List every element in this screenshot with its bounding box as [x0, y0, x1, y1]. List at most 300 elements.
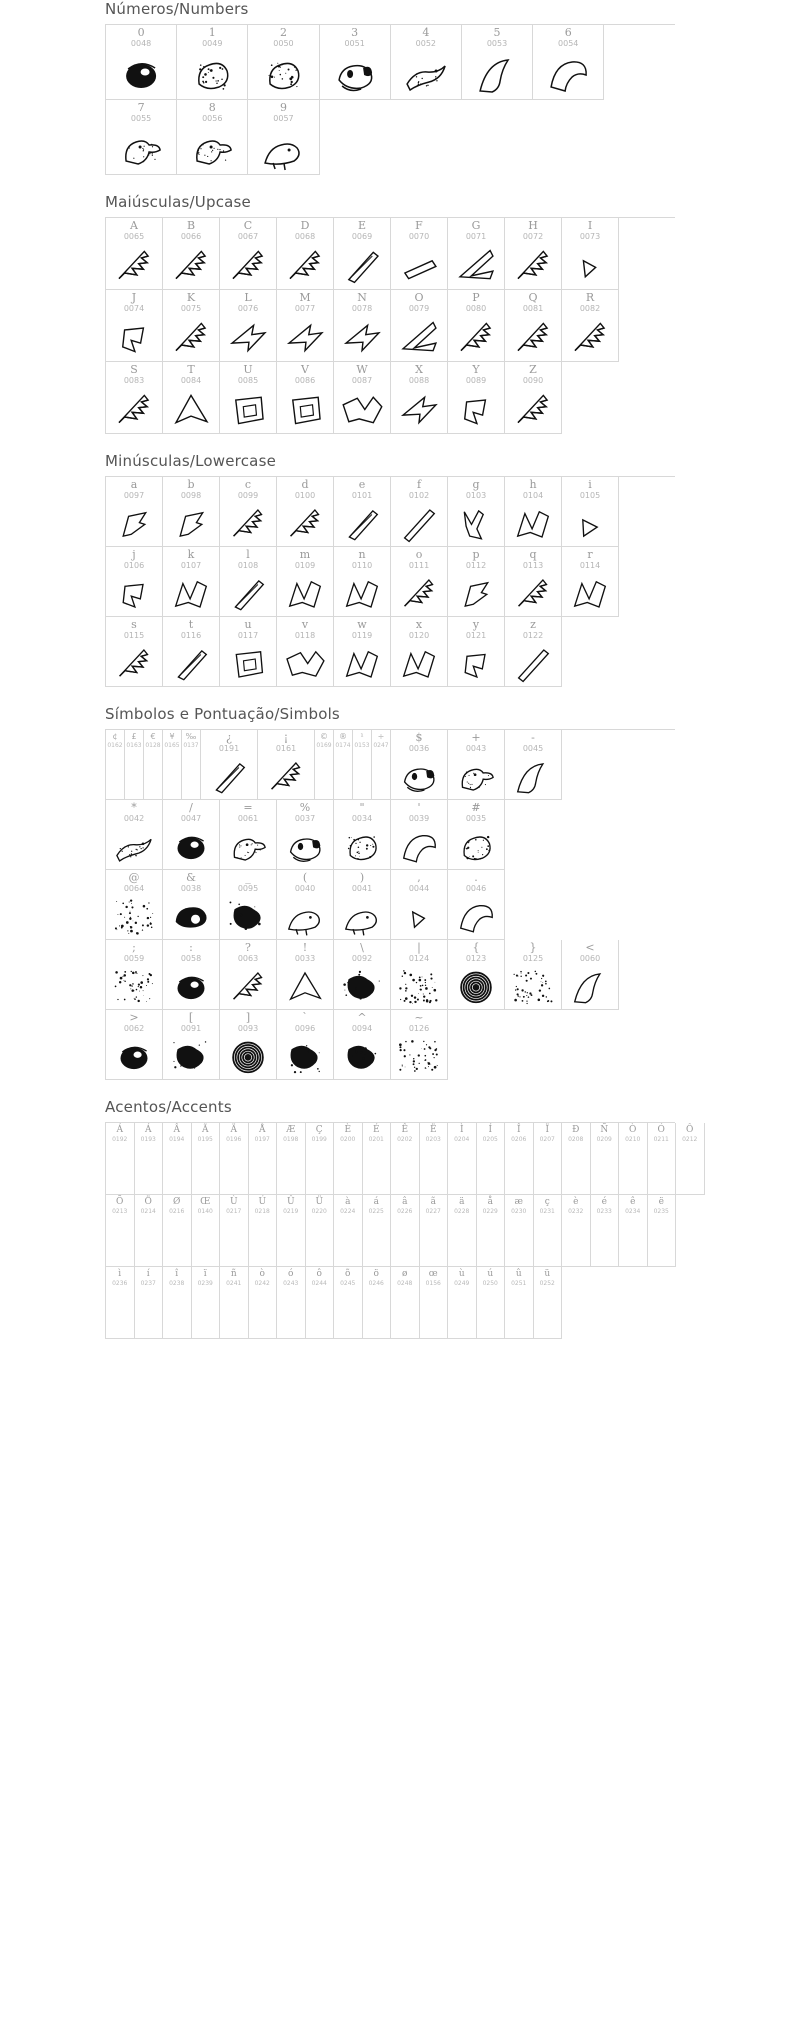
glyph-cell[interactable] [334, 362, 391, 434]
glyph-cell[interactable] [106, 617, 163, 687]
glyph-grid-lowercase [105, 476, 675, 687]
glyph-cell[interactable] [353, 730, 372, 800]
glyph-cell[interactable] [220, 800, 277, 870]
glyph-cell[interactable] [505, 1267, 534, 1339]
glyph-code: 0165 [164, 742, 180, 749]
glyph-cell[interactable] [505, 730, 562, 800]
glyph-cell[interactable] [106, 362, 163, 434]
glyph-cell[interactable] [648, 1123, 677, 1195]
glyph-artwork [534, 1216, 562, 1266]
glyph-code: 0252 [539, 1280, 555, 1287]
glyph-artwork [277, 1034, 333, 1079]
glyph-cell[interactable] [277, 617, 334, 687]
glyph-cell[interactable] [591, 1123, 620, 1195]
glyph-cell[interactable] [106, 290, 163, 362]
glyph-cell[interactable] [334, 477, 391, 547]
glyph-cell[interactable] [248, 100, 319, 175]
glyph-code: 0121 [465, 631, 487, 640]
glyph-code: 0099 [237, 491, 259, 500]
glyph-code: 0202 [397, 1136, 413, 1143]
glyph-cell[interactable] [192, 1195, 221, 1267]
glyph-cell[interactable] [391, 870, 448, 940]
glyph-code: 0064 [123, 884, 145, 893]
glyph-cell[interactable] [277, 1267, 306, 1339]
glyph-header [163, 1010, 219, 1034]
glyph-code: 0045 [522, 744, 544, 753]
glyph-cell[interactable] [334, 617, 391, 687]
glyph-artwork [334, 571, 390, 616]
glyph-char: E [357, 219, 367, 232]
glyph-header [334, 617, 390, 641]
glyph-cell[interactable] [306, 1195, 335, 1267]
glyph-cell[interactable] [163, 290, 220, 362]
glyph-cell[interactable] [106, 1123, 135, 1195]
glyph-cell[interactable] [277, 1195, 306, 1267]
glyph-cell[interactable] [334, 730, 353, 800]
glyph-artwork [163, 1216, 191, 1266]
glyph-char: m [299, 548, 311, 561]
glyph-code: 0235 [653, 1208, 669, 1215]
glyph-cell[interactable] [220, 477, 277, 547]
glyph-cell[interactable] [220, 1010, 277, 1080]
glyph-code: 0058 [180, 954, 202, 963]
glyph-cell[interactable] [534, 1195, 563, 1267]
glyph-cell[interactable] [277, 547, 334, 617]
glyph-cell[interactable] [220, 617, 277, 687]
glyph-header [220, 940, 276, 964]
glyph-cell[interactable] [334, 870, 391, 940]
glyph-header [334, 1010, 390, 1034]
glyph-cell[interactable] [163, 1010, 220, 1080]
glyph-cell[interactable] [334, 1267, 363, 1339]
glyph-header [448, 290, 504, 314]
glyph-header [391, 1195, 419, 1216]
glyph-header [477, 1267, 505, 1288]
glyph-cell[interactable] [562, 940, 619, 1010]
glyph-char: Ô [686, 1125, 694, 1135]
glyph-header [277, 940, 333, 964]
glyph-cell[interactable] [182, 730, 201, 800]
glyph-cell[interactable] [505, 362, 562, 434]
glyph-cell[interactable] [477, 1195, 506, 1267]
glyph-cell[interactable] [448, 730, 505, 800]
glyph-cell[interactable] [391, 940, 448, 1010]
glyph-code: 0074 [123, 304, 145, 313]
glyph-cell[interactable] [220, 870, 277, 940]
glyph-cell[interactable] [391, 547, 448, 617]
glyph-cell[interactable] [106, 940, 163, 1010]
glyph-cell[interactable] [106, 800, 163, 870]
glyph-code: 0066 [180, 232, 202, 241]
glyph-char: Æ [286, 1125, 296, 1135]
glyph-cell[interactable] [420, 1267, 449, 1339]
glyph-cell[interactable] [562, 547, 619, 617]
glyph-cell[interactable] [448, 1195, 477, 1267]
glyph-cell[interactable] [505, 218, 562, 290]
glyph-code: 0086 [294, 376, 316, 385]
glyph-cell[interactable] [391, 1267, 420, 1339]
glyph-code: 0067 [237, 232, 259, 241]
glyph-cell[interactable] [562, 218, 619, 290]
glyph-code: 0153 [354, 742, 370, 749]
glyph-cell[interactable] [391, 290, 448, 362]
glyph-cell[interactable] [676, 1123, 705, 1195]
glyph-code: 0101 [351, 491, 373, 500]
glyph-char: M [299, 291, 311, 304]
glyph-artwork [334, 242, 390, 289]
glyph-code: 0047 [180, 814, 202, 823]
glyph-char: [ [188, 1011, 194, 1024]
glyph-artwork [391, 1144, 419, 1194]
glyph-cell[interactable] [220, 1123, 249, 1195]
glyph-cell[interactable] [106, 218, 163, 290]
glyph-artwork [391, 641, 447, 686]
glyph-char: ` [302, 1011, 308, 1024]
glyph-cell[interactable] [420, 1195, 449, 1267]
glyph-code: 0228 [454, 1208, 470, 1215]
glyph-cell[interactable] [391, 730, 448, 800]
glyph-cell[interactable] [334, 800, 391, 870]
glyph-header [391, 1123, 419, 1144]
glyph-cell[interactable] [106, 547, 163, 617]
glyph-cell[interactable] [163, 362, 220, 434]
glyph-cell[interactable] [106, 1267, 135, 1339]
glyph-header [448, 1267, 476, 1288]
glyph-artwork [391, 1216, 419, 1266]
glyph-cell[interactable] [258, 730, 315, 800]
glyph-cell[interactable] [619, 1123, 648, 1195]
glyph-code: 0040 [294, 884, 316, 893]
glyph-code: 0203 [425, 1136, 441, 1143]
glyph-cell[interactable] [220, 1267, 249, 1339]
glyph-cell[interactable] [448, 800, 505, 870]
glyph-char: õ [345, 1269, 351, 1279]
glyph-cell[interactable] [163, 1267, 192, 1339]
glyph-cell[interactable] [106, 25, 177, 100]
glyph-cell[interactable] [562, 477, 619, 547]
glyph-cell[interactable] [163, 1123, 192, 1195]
glyph-artwork [648, 1216, 676, 1266]
glyph-cell[interactable] [448, 870, 505, 940]
glyph-cell[interactable] [562, 290, 619, 362]
glyph-cell[interactable] [391, 1195, 420, 1267]
glyph-cell[interactable] [106, 870, 163, 940]
glyph-header [562, 1195, 590, 1216]
glyph-code: 0224 [340, 1208, 356, 1215]
glyph-cell[interactable] [363, 1267, 392, 1339]
glyph-cell[interactable] [562, 1195, 591, 1267]
glyph-artwork [248, 49, 318, 99]
glyph-cell[interactable] [106, 100, 177, 175]
glyph-cell[interactable] [391, 617, 448, 687]
glyph-artwork [277, 242, 333, 289]
glyph-cell[interactable] [391, 1123, 420, 1195]
glyph-header [163, 617, 219, 641]
glyph-artwork [334, 386, 390, 433]
glyph-cell[interactable] [163, 940, 220, 1010]
glyph-code: 0090 [522, 376, 544, 385]
glyph-cell[interactable] [125, 730, 144, 800]
glyph-header [334, 940, 390, 964]
glyph-row [106, 730, 675, 800]
glyph-cell[interactable] [220, 218, 277, 290]
glyph-cell[interactable] [505, 477, 562, 547]
glyph-artwork [106, 894, 162, 939]
glyph-cell[interactable] [177, 25, 248, 100]
glyph-header [306, 1123, 334, 1144]
glyph-cell[interactable] [448, 290, 505, 362]
glyph-cell[interactable] [505, 290, 562, 362]
glyph-header [320, 25, 390, 49]
glyph-cell[interactable] [192, 1267, 221, 1339]
glyph-cell[interactable] [534, 1123, 563, 1195]
glyph-cell[interactable] [448, 940, 505, 1010]
glyph-cell[interactable] [306, 1267, 335, 1339]
glyph-cell[interactable] [248, 25, 319, 100]
glyph-artwork [106, 964, 162, 1009]
glyph-artwork [306, 1288, 334, 1338]
glyph-code: 0199 [311, 1136, 327, 1143]
glyph-cell[interactable] [334, 1010, 391, 1080]
glyph-cell[interactable] [277, 477, 334, 547]
glyph-char: ÷ [377, 732, 385, 741]
glyph-code: 0230 [511, 1208, 527, 1215]
glyph-cell[interactable] [334, 290, 391, 362]
glyph-artwork [306, 1144, 334, 1194]
glyph-cell[interactable] [505, 940, 562, 1010]
glyph-cell[interactable] [277, 870, 334, 940]
glyph-cell[interactable] [220, 290, 277, 362]
glyph-cell[interactable] [505, 1123, 534, 1195]
glyph-cell[interactable] [277, 1010, 334, 1080]
glyph-cell[interactable] [320, 25, 391, 100]
glyph-code: 0104 [522, 491, 544, 500]
glyph-cell[interactable] [648, 1195, 677, 1267]
glyph-cell[interactable] [277, 940, 334, 1010]
glyph-code: 0233 [596, 1208, 612, 1215]
glyph-cell[interactable] [619, 1195, 648, 1267]
glyph-cell[interactable] [477, 1267, 506, 1339]
glyph-cell[interactable] [220, 547, 277, 617]
glyph-cell[interactable] [106, 1010, 163, 1080]
glyph-code: 0124 [408, 954, 430, 963]
glyph-header [220, 1195, 248, 1216]
glyph-cell[interactable] [135, 1195, 164, 1267]
glyph-cell[interactable] [420, 1123, 449, 1195]
glyph-artwork [106, 314, 162, 361]
glyph-cell[interactable] [277, 800, 334, 870]
glyph-header [106, 800, 162, 824]
glyph-cell[interactable] [249, 1195, 278, 1267]
glyph-code: 0050 [273, 39, 294, 48]
glyph-cell[interactable] [505, 1195, 534, 1267]
glyph-cell[interactable] [220, 362, 277, 434]
glyph-char: | [417, 941, 421, 954]
glyph-cell[interactable] [249, 1267, 278, 1339]
glyph-artwork [277, 501, 333, 546]
glyph-header [372, 730, 390, 750]
glyph-char: á [373, 1197, 379, 1207]
glyph-header [334, 218, 390, 242]
glyph-char: Ï [545, 1125, 550, 1135]
glyph-char: H [528, 219, 538, 232]
glyph-cell[interactable] [249, 1123, 278, 1195]
glyph-code: 0225 [368, 1208, 384, 1215]
glyph-cell[interactable] [163, 617, 220, 687]
glyph-header [334, 730, 352, 750]
glyph-cell[interactable] [448, 477, 505, 547]
glyph-code: 0055 [130, 114, 152, 123]
glyph-cell[interactable] [306, 1123, 335, 1195]
glyph-cell[interactable] [135, 1267, 164, 1339]
glyph-cell[interactable] [334, 940, 391, 1010]
glyph-cell[interactable] [477, 1123, 506, 1195]
glyph-char: Ñ [600, 1125, 609, 1135]
glyph-artwork [135, 1288, 163, 1338]
glyph-code: 0198 [283, 1136, 299, 1143]
glyph-header [277, 870, 333, 894]
glyph-cell[interactable] [163, 800, 220, 870]
glyph-char: 1 [208, 26, 216, 39]
glyph-cell[interactable] [391, 25, 462, 100]
glyph-cell[interactable] [135, 1123, 164, 1195]
glyph-cell[interactable] [144, 730, 163, 800]
glyph-cell[interactable] [448, 547, 505, 617]
glyph-cell[interactable] [505, 617, 562, 687]
glyph-artwork [372, 750, 390, 799]
glyph-cell[interactable] [163, 730, 182, 800]
glyph-cell[interactable] [277, 1123, 306, 1195]
glyph-header [135, 1267, 163, 1288]
glyph-code: 0094 [351, 1024, 373, 1033]
glyph-code: 0083 [123, 376, 145, 385]
glyph-cell[interactable] [220, 940, 277, 1010]
glyph-char: L [244, 291, 252, 304]
glyph-code: 0201 [368, 1136, 384, 1143]
glyph-char: ë [658, 1197, 664, 1207]
glyph-cell[interactable] [220, 1195, 249, 1267]
glyph-artwork [106, 1144, 134, 1194]
glyph-code: 0163 [126, 742, 142, 749]
glyph-cell[interactable] [448, 218, 505, 290]
glyph-cell[interactable] [163, 218, 220, 290]
glyph-cell[interactable] [277, 362, 334, 434]
glyph-cell[interactable] [334, 547, 391, 617]
glyph-artwork [277, 571, 333, 616]
glyph-cell[interactable] [177, 100, 248, 175]
glyph-char: g [472, 478, 480, 491]
glyph-artwork [477, 1144, 505, 1194]
glyph-code: 0043 [465, 744, 487, 753]
glyph-artwork [391, 386, 447, 433]
glyph-cell[interactable] [106, 1195, 135, 1267]
glyph-char: d [301, 478, 309, 491]
glyph-cell[interactable] [163, 477, 220, 547]
glyph-cell[interactable] [505, 547, 562, 617]
glyph-cell[interactable] [363, 1195, 392, 1267]
glyph-header [619, 1195, 647, 1216]
glyph-header [163, 362, 219, 386]
glyph-char: ï [203, 1269, 207, 1279]
glyph-code: 0191 [218, 744, 240, 753]
glyph-cell[interactable] [391, 218, 448, 290]
glyph-cell[interactable] [192, 1123, 221, 1195]
glyph-cell[interactable] [106, 730, 125, 800]
glyph-header [391, 362, 447, 386]
glyph-cell[interactable] [277, 218, 334, 290]
glyph-artwork [591, 1216, 619, 1266]
glyph-header [182, 730, 200, 750]
glyph-header [258, 730, 314, 754]
glyph-header [306, 1267, 334, 1288]
glyph-cell[interactable] [163, 547, 220, 617]
glyph-cell[interactable] [201, 730, 258, 800]
glyph-cell[interactable] [591, 1195, 620, 1267]
glyph-artwork [363, 1216, 391, 1266]
glyph-cell[interactable] [163, 870, 220, 940]
glyph-header [334, 547, 390, 571]
glyph-cell[interactable] [391, 800, 448, 870]
glyph-cell[interactable] [448, 362, 505, 434]
glyph-cell[interactable] [448, 1123, 477, 1195]
glyph-artwork [420, 1216, 448, 1266]
glyph-char: S [130, 363, 138, 376]
glyph-header [391, 870, 447, 894]
glyph-cell[interactable] [315, 730, 334, 800]
glyph-header [220, 1267, 248, 1288]
glyph-artwork [477, 1216, 505, 1266]
glyph-cell[interactable] [106, 477, 163, 547]
glyph-cell[interactable] [448, 617, 505, 687]
glyph-cell[interactable] [391, 362, 448, 434]
glyph-char: - [531, 731, 535, 744]
glyph-artwork [135, 1144, 163, 1194]
glyph-header [562, 940, 618, 964]
glyph-code: 0100 [294, 491, 316, 500]
glyph-row [106, 1195, 676, 1267]
glyph-header [106, 617, 162, 641]
glyph-header [648, 1195, 676, 1216]
glyph-header [505, 617, 561, 641]
glyph-code: 0076 [237, 304, 259, 313]
glyph-char: æ [514, 1197, 523, 1207]
glyph-cell[interactable] [277, 290, 334, 362]
glyph-code: 0114 [579, 561, 601, 570]
glyph-cell[interactable] [391, 477, 448, 547]
glyph-cell[interactable] [334, 218, 391, 290]
glyph-artwork [163, 386, 219, 433]
glyph-cell[interactable] [562, 1123, 591, 1195]
glyph-cell[interactable] [334, 1195, 363, 1267]
glyph-char: Ù [229, 1197, 238, 1207]
glyph-cell[interactable] [363, 1123, 392, 1195]
glyph-cell[interactable] [334, 1123, 363, 1195]
glyph-cell[interactable] [372, 730, 391, 800]
glyph-char: É [372, 1125, 380, 1135]
glyph-cell[interactable] [462, 25, 533, 100]
glyph-artwork [220, 964, 276, 1009]
glyph-char: Û [286, 1197, 295, 1207]
glyph-cell[interactable] [533, 25, 604, 100]
glyph-cell[interactable] [448, 1267, 477, 1339]
glyph-cell[interactable] [391, 1010, 448, 1080]
glyph-artwork [277, 314, 333, 361]
glyph-header [562, 1123, 590, 1144]
glyph-char: Q [528, 291, 538, 304]
glyph-code: 0238 [169, 1280, 185, 1287]
glyph-cell[interactable] [534, 1267, 563, 1339]
glyph-cell[interactable] [163, 1195, 192, 1267]
